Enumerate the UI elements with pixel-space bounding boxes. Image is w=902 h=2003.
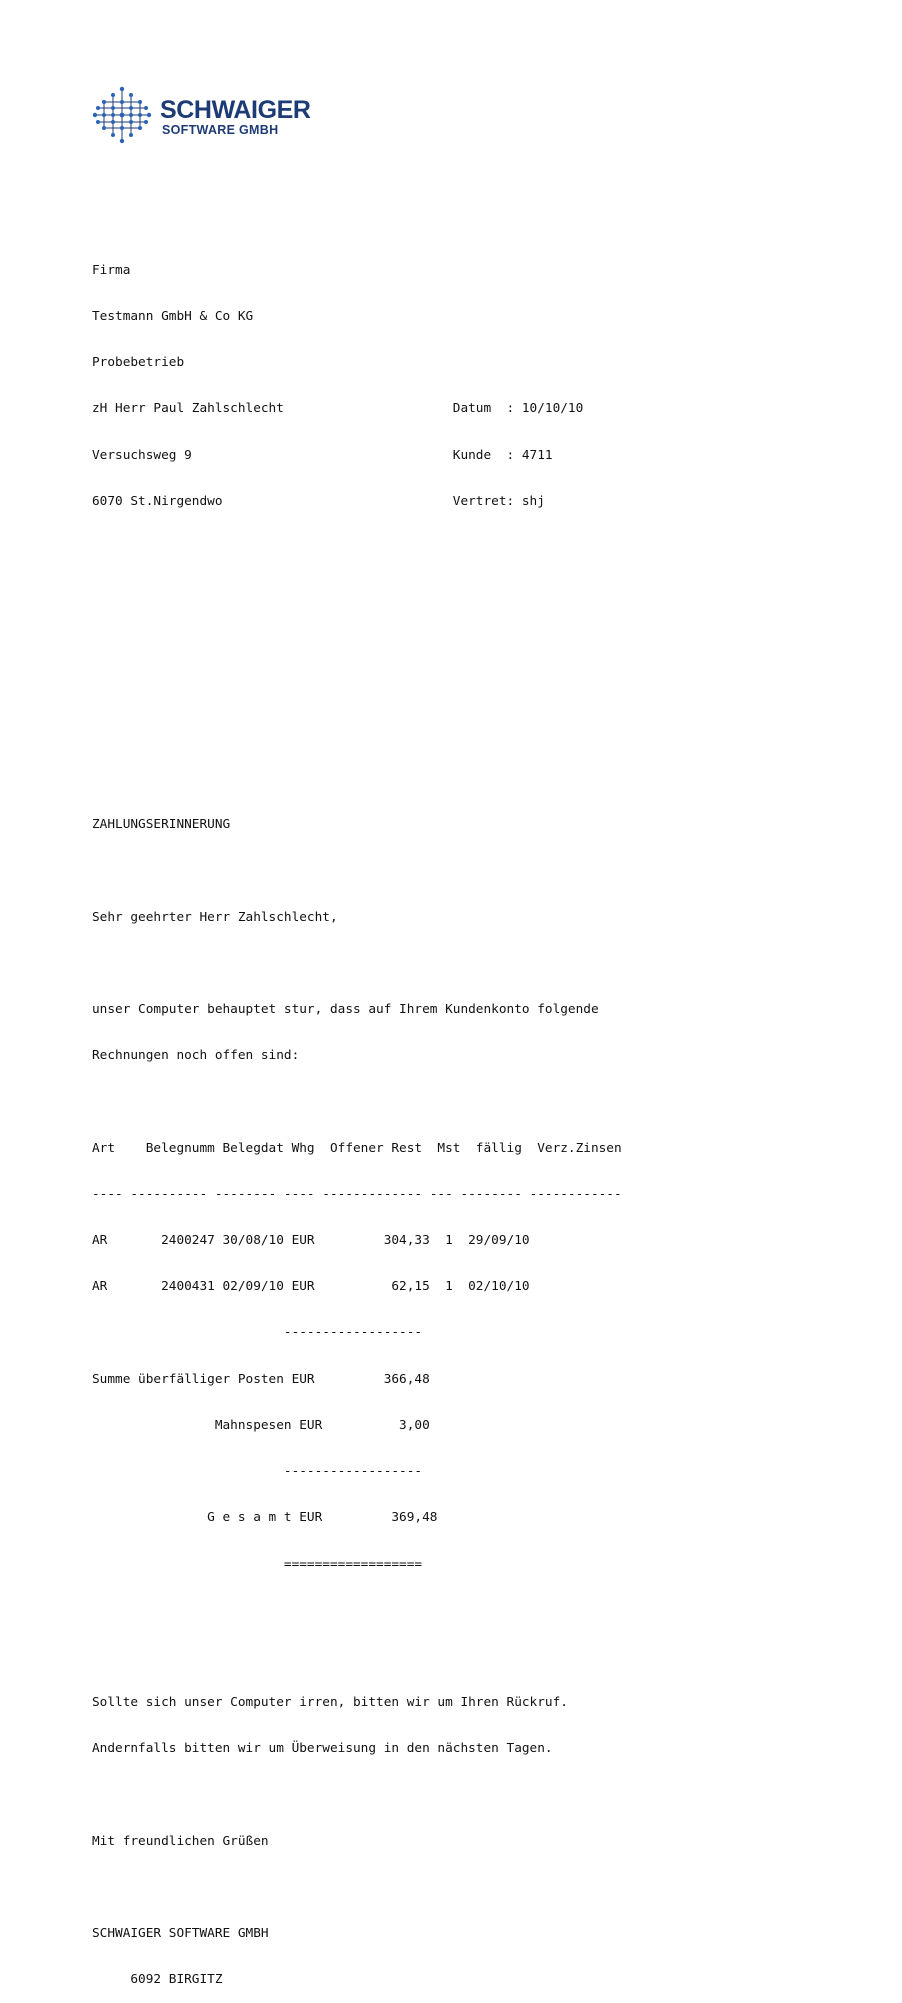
company-subtitle: SOFTWARE GMBH — [162, 123, 279, 137]
letter-line: Sollte sich unser Computer irren, bitten wir um Ihren Rückruf. — [92, 1695, 568, 1711]
letter-line — [92, 540, 622, 555]
letter-line: Art Belegnumm Belegdat Whg Offener Rest Mst fällig Verz.Zinsen — [92, 1140, 622, 1156]
letter-line: ------------------ — [92, 1464, 423, 1480]
letter-line — [92, 679, 622, 694]
letter-body — [92, 232, 622, 2003]
letter-line — [92, 632, 622, 647]
letter-line: ================== — [92, 1556, 423, 1572]
letter-line — [92, 863, 622, 878]
letter-line: Firma — [92, 262, 131, 278]
letter-line: ZAHLUNGSERINNERUNG — [92, 817, 231, 833]
letter-line — [92, 1788, 622, 1803]
letter-line: Andernfalls bitten wir um Überweisung in den nächsten Tagen. — [92, 1741, 553, 1757]
letter-line: SCHWAIGER SOFTWARE GMBH — [92, 1926, 269, 1942]
letter-line: Summe überfälliger Posten EUR 366,48 — [92, 1371, 430, 1387]
letter-line: ---- ---------- -------- ---- ------------- --- -------- ------------ — [92, 1186, 622, 1202]
letter-line: 6070 St.Nirgendwo Vertret: shj — [92, 493, 545, 509]
letter-line: unser Computer behauptet stur, dass auf Ihrem Kundenkonto folgende — [92, 1002, 599, 1018]
letter-line — [92, 956, 622, 971]
letter-line — [92, 725, 622, 740]
letter-line — [92, 771, 622, 786]
letter-line — [92, 1649, 622, 1664]
letter-line: Testmann GmbH & Co KG — [92, 309, 254, 325]
letter-line — [92, 1603, 622, 1618]
letter-line: AR 2400431 02/09/10 EUR 62,15 1 02/10/10 — [92, 1279, 530, 1295]
letter-line — [92, 1094, 622, 1109]
company-name: SCHWAIGER — [160, 96, 311, 124]
letter-line: AR 2400247 30/08/10 EUR 304,33 1 29/09/10 — [92, 1233, 530, 1249]
letter-line: G e s a m t EUR 369,48 — [92, 1510, 438, 1526]
letter-line — [92, 1880, 622, 1895]
letter-line: Versuchsweg 9 Kunde : 4711 — [92, 447, 553, 463]
letter-line: Mahnspesen EUR 3,00 — [92, 1417, 430, 1433]
letter-line: Probebetrieb — [92, 355, 185, 371]
letter-line: Mit freundlichen Grüßen — [92, 1833, 269, 1849]
circuit-grid-icon — [92, 86, 152, 144]
letter-line: 6092 BIRGITZ — [92, 1972, 223, 1988]
letter-line — [92, 586, 622, 601]
company-logo — [92, 86, 332, 144]
letter-line: ------------------ — [92, 1325, 423, 1341]
letter-line: Sehr geehrter Herr Zahlschlecht, — [92, 909, 338, 925]
letter-line: Rechnungen noch offen sind: — [92, 1048, 300, 1064]
letter-line: zH Herr Paul Zahlschlecht Datum : 10/10/10 — [92, 401, 584, 417]
